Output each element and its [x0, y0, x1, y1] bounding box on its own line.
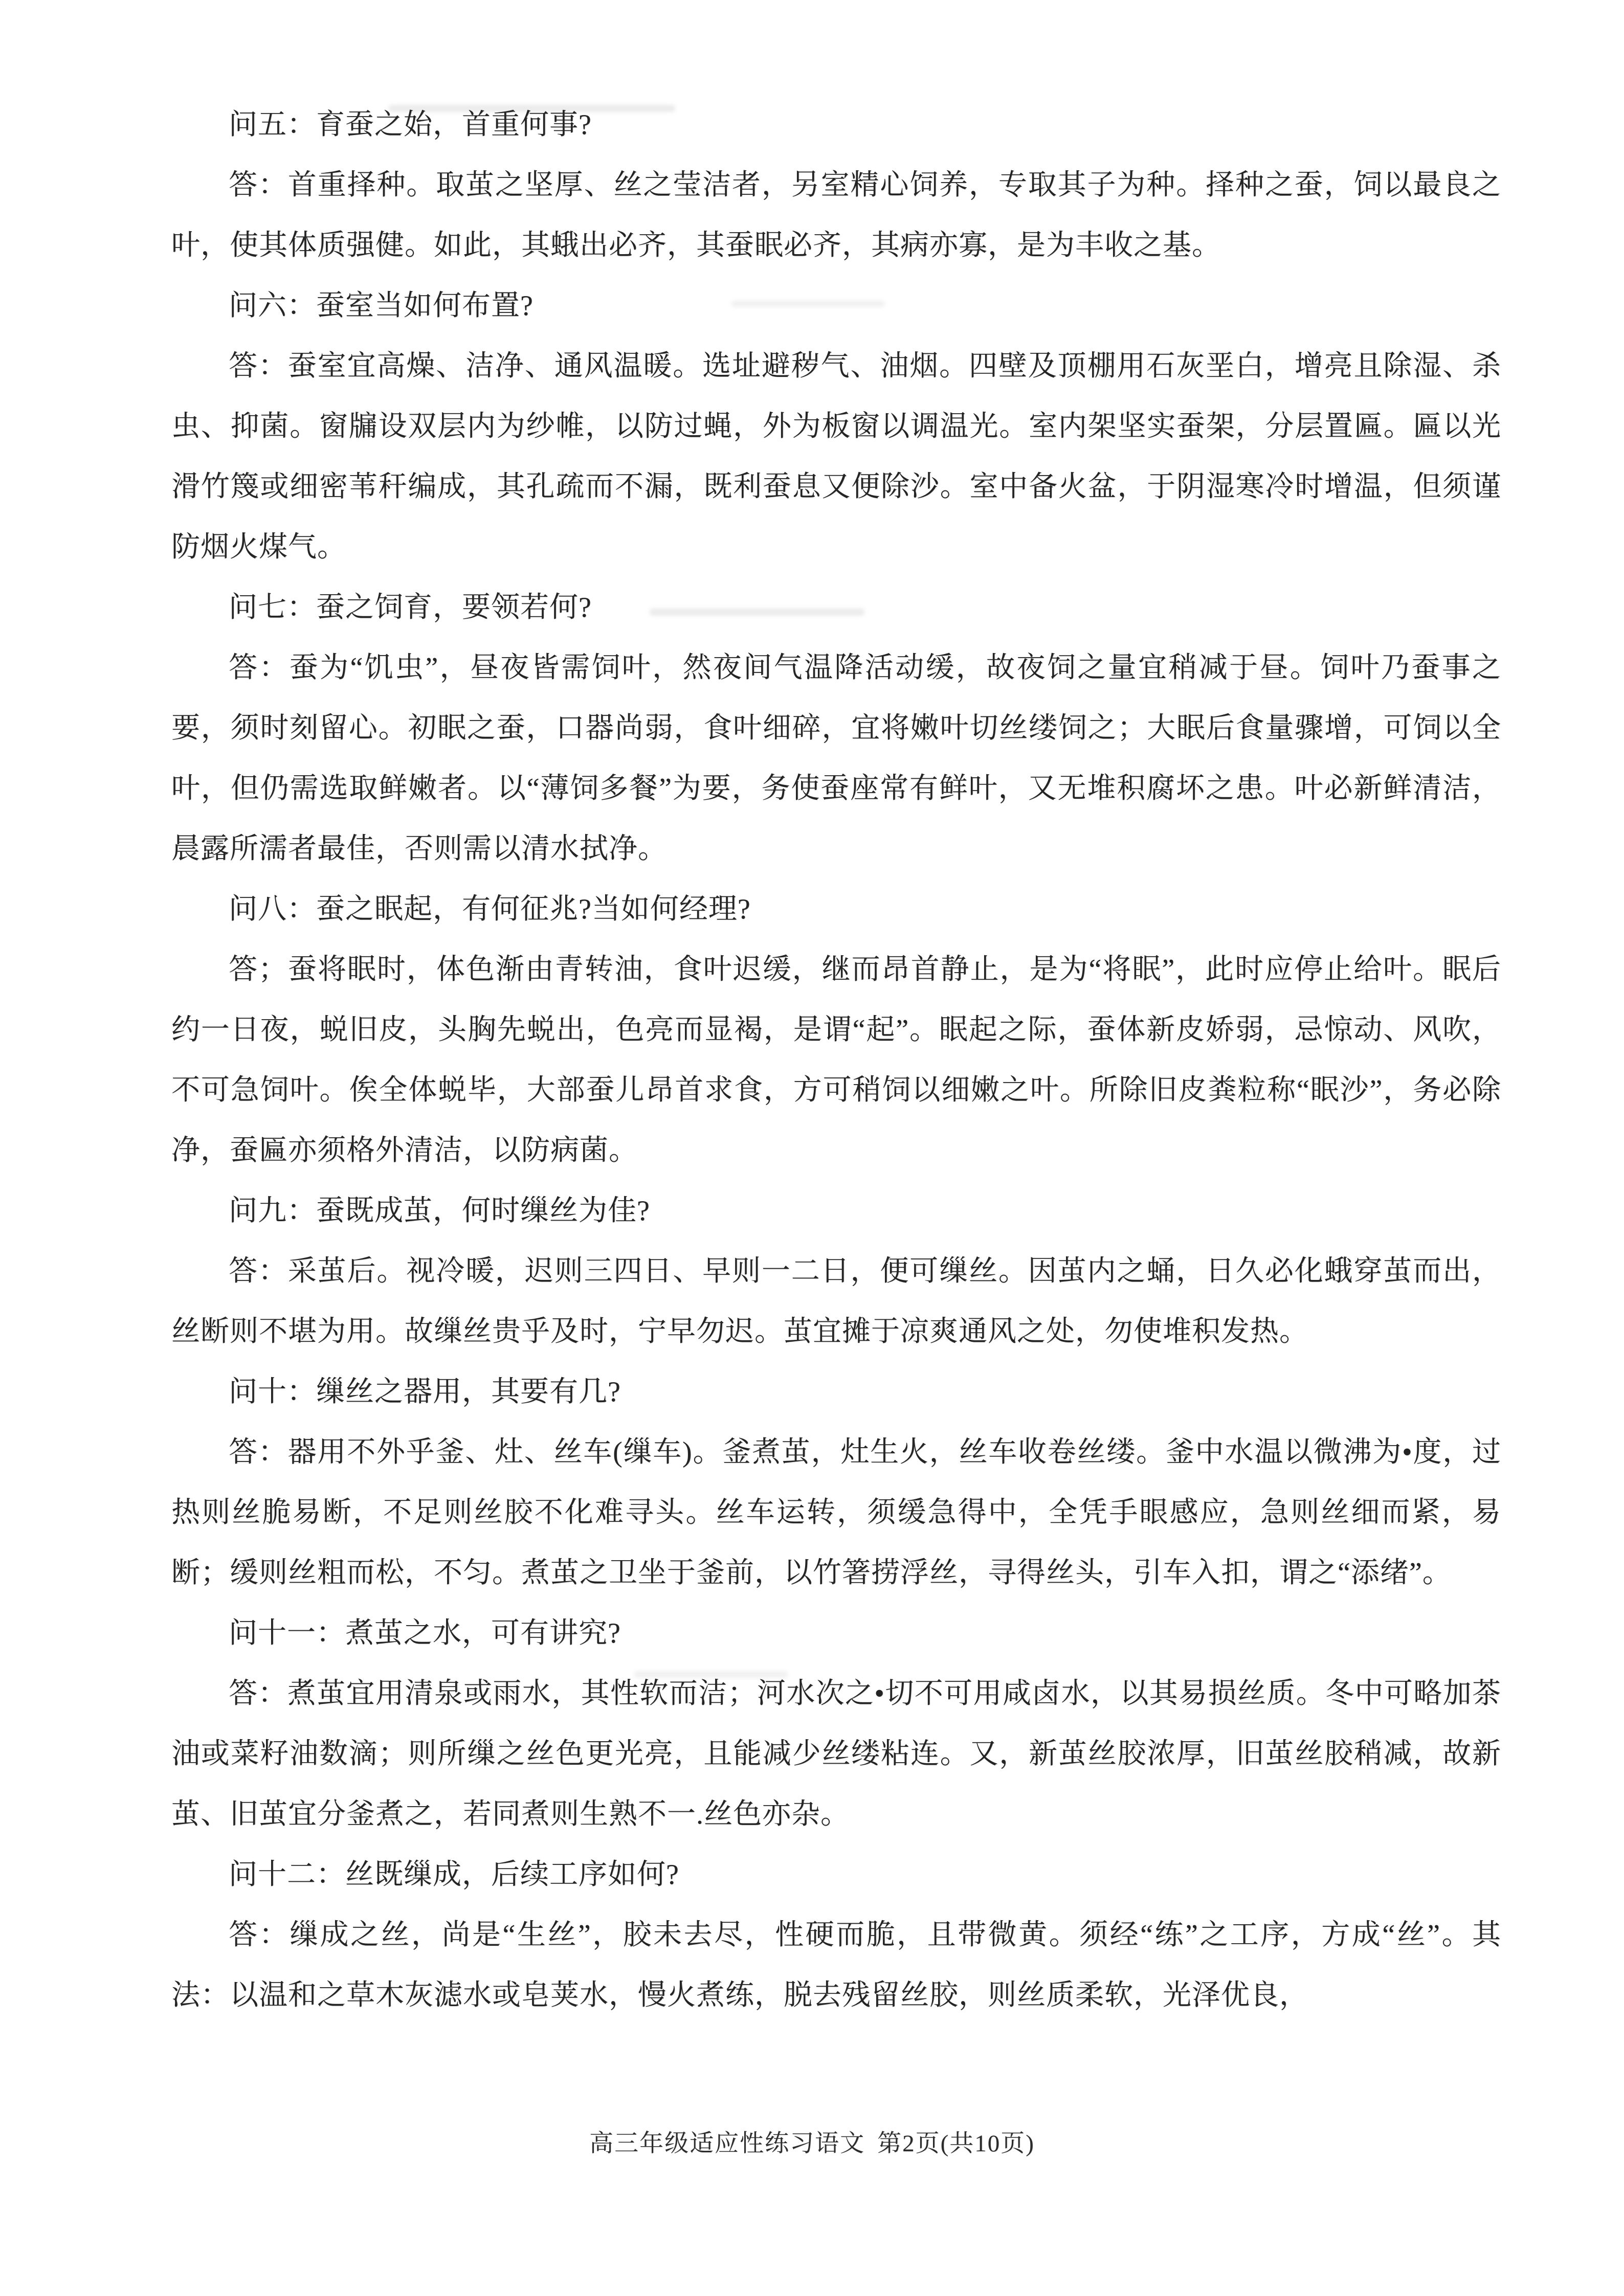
qa-block-6 — [171, 276, 1501, 577]
footer-course-label: 高三年级适应性练习语文 — [589, 2130, 865, 2157]
answer-text: 答：采茧后。视冷暖，迟则三四日、早则一二日，便可缫丝。因茧内之蛹，日久必化蛾穿茧而出，丝断则不堪为用。故缫丝贵乎及时，宁早勿迟。茧宜摊于凉爽通风之处，勿使堆积发热。 — [171, 1255, 1501, 1347]
answer-text: 答：缫成之丝，尚是“生丝”，胶未去尽，性硬而脆，且带微黄。须经“练”之工序，方成“丝”。其法：以温和之草木灰滤水或皂荚水，慢火煮练，脱去残留丝胶，则丝质柔软，光泽优良， — [171, 1919, 1501, 2011]
answer-text: 答：器用不外乎釜、灶、丝车(缫车)。釜煮茧，灶生火，丝车收卷丝缕。釜中水温以微沸为•度，过热则丝脆易断，不足则丝胶不化难寻头。丝车运转，须缓急得中，全凭手眼感应，急则丝细而紧，易断；缓则丝粗而松，不匀。煮茧之卫坐于釜前，以竹箸捞浮丝，寻得丝头，引车入扣，谓之“添绪”。 — [171, 1436, 1501, 1589]
answer-text: 答：蚕室宜高燥、洁净、通风温暖。选址避秽气、油烟。四壁及顶棚用石灰垩白，增亮且除湿、杀虫、抑菌。窗牖设双层内为纱帷，以防过蝇，外为板窗以调温光。室内架坚实蚕架，分层置匾。匾以光滑竹篾或细密苇秆编成，其孔疏而不漏，既利蚕息又便除沙。室中备火盆，于阴湿寒冷时增温，但须谨防烟火煤气。 — [171, 350, 1501, 563]
qa-block-9 — [171, 1181, 1501, 1362]
question-text: 问七：蚕之饲育，要领若何? — [229, 592, 592, 623]
page-footer — [0, 2128, 1624, 2159]
answer-text: 答：首重择种。取茧之坚厚、丝之莹洁者，另室精心饲养，专取其子为种。择种之蚕，饲以最良之叶，使其体质强健。如此，其蛾出必齐，其蚕眠必齐，其病亦寡，是为丰收之基。 — [171, 169, 1501, 261]
question-text: 问十：缫丝之器用，其要有几? — [229, 1376, 621, 1408]
question-text: 问十二：丝既缫成，后续工序如何? — [229, 1859, 679, 1890]
question-text: 问六：蚕室当如何布置? — [229, 290, 533, 322]
qa-block-8 — [171, 879, 1501, 1181]
qa-block-11 — [171, 1603, 1501, 1844]
document-body — [171, 95, 1501, 2025]
qa-block-10 — [171, 1362, 1501, 1603]
footer-page-number: 第2页(共10页) — [877, 2130, 1035, 2157]
question-text: 问五：育蚕之始，首重何事? — [229, 109, 592, 141]
qa-block-5 — [171, 95, 1501, 276]
answer-text: 答：蚕为“饥虫”，昼夜皆需饲叶，然夜间气温降活动缓，故夜饲之量宜稍减于昼。饲叶乃蚕事之要，须时刻留心。初眠之蚕，口器尚弱，食叶细碎，宜将嫩叶切丝缕饲之；大眠后食量骤增，可饲以全叶，但仍需选取鲜嫩者。以“薄饲多餐”为要，务使蚕座常有鲜叶，又无堆积腐坏之患。叶必新鲜清洁，晨露所濡者最佳，否则需以清水拭净。 — [171, 652, 1501, 865]
answer-text: 答；蚕将眠时，体色渐由青转油，食叶迟缓，继而昂首静止，是为“将眠”，此时应停止给叶。眠后约一日夜，蜕旧皮，头胸先蜕出，色亮而显褐，是谓“起”。眠起之际，蚕体新皮娇弱，忌惊动、风吹，不可急饲叶。俟全体蜕毕，大部蚕儿昂首求食，方可稍饲以细嫩之叶。所除旧皮粪粒称“眠沙”，务必除净，蚕匾亦须格外清洁，以防病菌。 — [171, 954, 1501, 1166]
qa-block-12 — [171, 1844, 1501, 2025]
question-text: 问八：蚕之眠起，有何征兆?当如何经理? — [229, 893, 751, 925]
qa-block-7 — [171, 577, 1501, 879]
question-text: 问十一：煮茧之水，可有讲究? — [229, 1617, 621, 1649]
answer-text: 答：煮茧宜用清泉或雨水，其性软而洁；河水次之•切不可用咸卤水，以其易损丝质。冬中可略加茶油或菜籽油数滴；则所缫之丝色更光亮，且能减少丝缕粘连。又，新茧丝胶浓厚，旧茧丝胶稍减，故新茧、旧茧宜分釜煮之，若同煮则生熟不一.丝色亦杂。 — [171, 1678, 1501, 1830]
question-text: 问九：蚕既成茧，何时缫丝为佳? — [229, 1195, 650, 1227]
